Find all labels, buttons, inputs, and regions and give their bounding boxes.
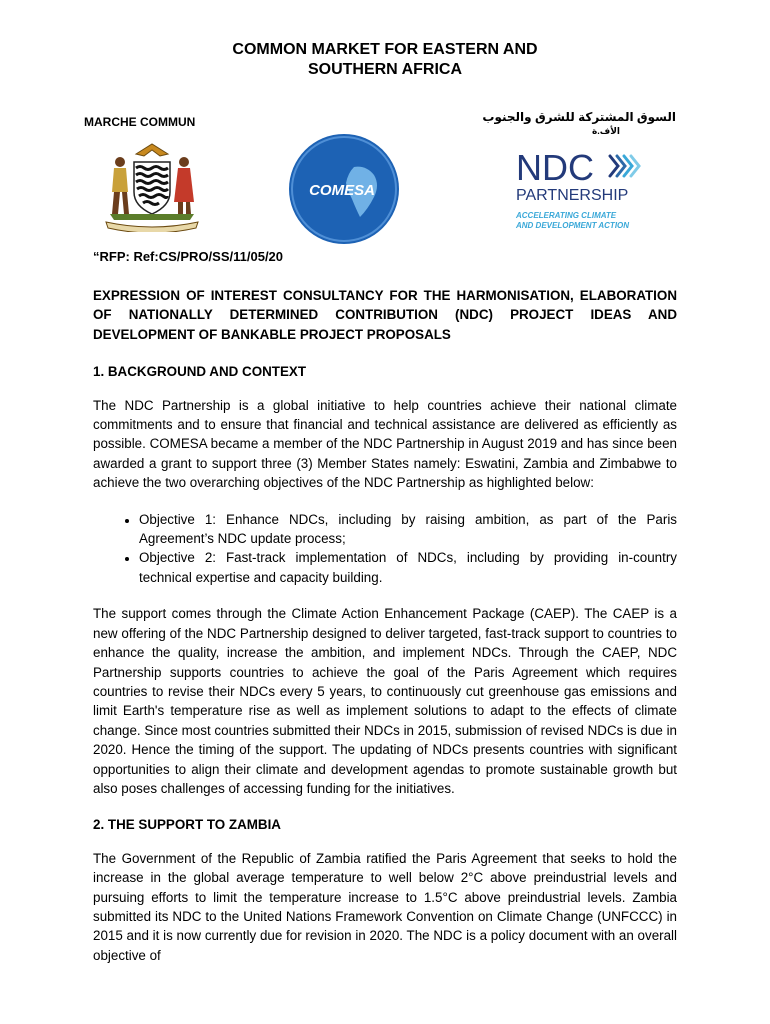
list-item: • Objective 2: Fast-track implementation of NDCs, including by providing in-country technical expertise and capacity building. [139,548,677,587]
paragraph-background: The NDC Partnership is a global initiative to help countries achieve their national climate commitments and to ensure that financial and technical assistance are delivered as efficiently as possible. COMESA became a member of the NDC Partnership in August 2019 and has since been awarded a grant to support three (3) Member States namely: Eswatini, Zambia and Zimbabwe to achieve the two overarching objectives of the NDC Partnership as highlighted below: [93,397,677,491]
objectives-list [93,510,677,588]
comesa-logo-text: COMESA [309,182,375,199]
organization-title [0,40,770,80]
section-heading-background: 1. BACKGROUND AND CONTEXT [93,364,307,380]
paragraph-caep: The support comes through the Climate Action Enhancement Package (CAEP). The CAEP is a new offering of the NDC Partnership designed to deliver targeted, fast-track support to countries to enhance the quality, increase the ambition, and implement NDCs. Through the CAEP, NDC Partnership supports countries to achieve the goal of the Paris Agreement which requires countries to revise their NDCs every 5 years, to continuously cut greenhouse gas emissions and limit Earth's temperature rise as well as implement solutions to adapt to the effects of climate change. Since most countries submitted their NDCs in 2015, submission of revised NDCs is due in 2020. Hence the timing of the support. The updating of NDCs presents countries with significant opportunities to align their climate and development agendas to promote sustainable growth but also poses challenges of accessing funding for the initiatives. [93,606,677,796]
ndc-logo-tagline-2: AND DEVELOPMENT ACTION [516,221,630,230]
section-heading-support-zambia: 2. THE SUPPORT TO ZAMBIA [93,817,281,833]
rfp-reference: “RFP: Ref:CS/PRO/SS/11/05/20 [93,249,284,264]
document-title: EXPRESSION OF INTEREST CONSULTANCY FOR THE HARMONISATION, ELABORATION OF NATIONALLY DETERMINED CONTRIBUTION (NDC) PROJECT IDEAS AND DEVELOPMENT OF BANKABLE PROJECT PROPOSALS [93,288,677,342]
zambia-coat-of-arms-icon [96,140,208,232]
list-item: • Objective 1: Enhance NDCs, including by raising ambition, as part of the Paris Agreement’s NDC update process; [139,510,677,549]
arabic-name: السوق المشتركة للشرق والجنوب [482,110,676,124]
ndc-logo-word: PARTNERSHIP [516,187,629,204]
ndc-logo-text: NDC [516,147,594,188]
comesa-logo-icon [288,133,400,245]
paragraph-zambia: The Government of the Republic of Zambia ratified the Paris Agreement that seeks to hold the increase in the global average temperature to well below 2°C above preindustrial levels and pursuing efforts to limit the temperature increase to 1.5°C above preindustrial levels. Zambia submitted its NDC to the United Nations Framework Convention on Climate Change (UNFCCC) in 2015 and it is now currently due for revision in 2020. The NDC is a policy document with an overall objective of [93,850,677,963]
organization-title-line1: COMMON MARKET FOR EASTERN AND [232,41,538,58]
document-body [93,286,677,982]
organization-title-line2: SOUTHERN AFRICA [307,61,463,78]
french-name: MARCHE COMMUN [84,115,196,129]
arabic-subname: الأف.ة [591,126,620,136]
ndc-partnership-logo-icon [514,146,654,236]
ndc-logo-tagline-1: ACCELERATING CLIMATE [516,211,617,220]
